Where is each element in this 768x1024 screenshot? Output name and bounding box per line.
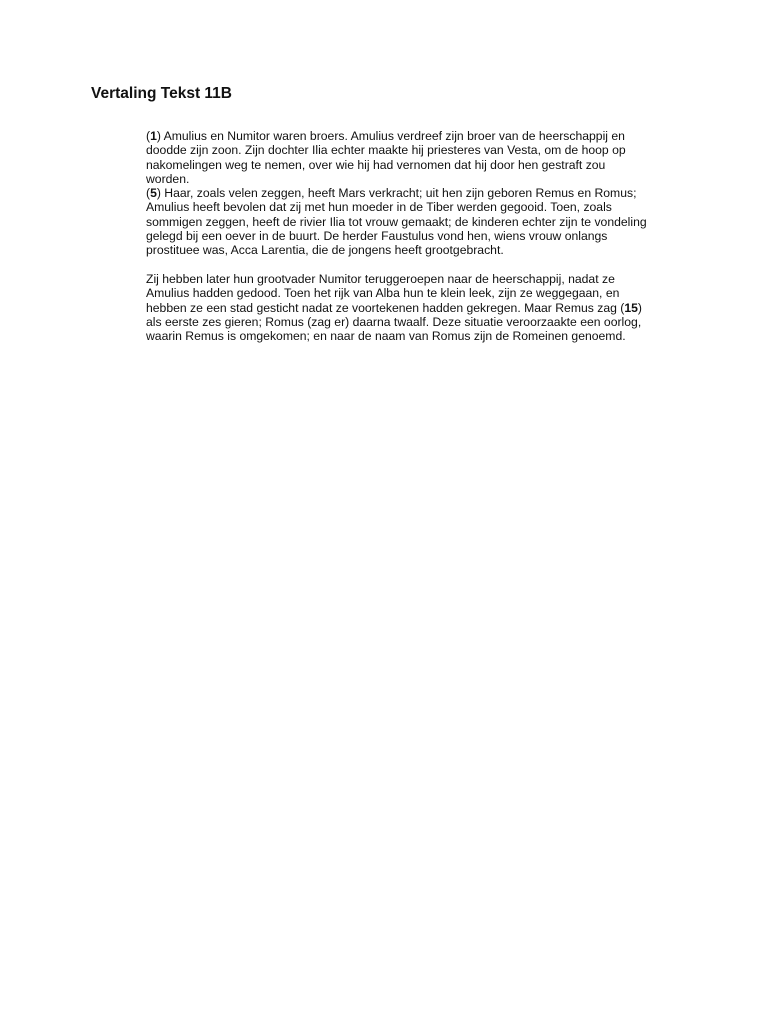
text-line	[146, 301, 686, 315]
line-number-marker: 1	[150, 129, 157, 143]
text-fragment: )	[637, 300, 642, 315]
text-line: Amulius heeft bevolen dat zij met hun moeder in de Tiber werden gegooid. Toen, zoals	[146, 200, 612, 215]
document-title: Vertaling Tekst 11B	[91, 85, 232, 102]
text-line: Amulius hadden gedood. Toen het rijk van Alba hun te klein leek, zijn ze weggegaan, en	[146, 286, 620, 301]
text-line: worden.	[146, 171, 190, 186]
document-body	[146, 129, 686, 343]
text-line: nakomelingen weg te nemen, over wie hij had vernomen dat hij door hen gestraft zou	[146, 157, 606, 172]
text-fragment: Haar, zoals velen zeggen, heeft Mars verkracht; uit hen zijn geboren Remus en Romus;	[164, 186, 637, 201]
text-line: Zij hebben later hun grootvader Numitor teruggeroepen naar de heerschappij, nadat ze	[146, 271, 615, 286]
text-fragment: hebben ze een stad gesticht nadat ze voortekenen hadden gekregen. Maar Remus zag (	[146, 300, 625, 315]
text-fragment: Amulius en Numitor waren broers. Amulius verdreef zijn broer van de heerschappij en	[163, 129, 625, 143]
text-line: waarin Remus is omgekomen; en naar de naam van Romus zijn de Romeinen genoemd.	[146, 329, 626, 344]
line-number-marker: 15	[624, 300, 638, 315]
paragraph-1	[146, 129, 686, 258]
text-line: prostituee was, Acca Larentia, die de jongens heeft grootgebracht.	[146, 243, 504, 258]
text-line: als eerste zes gieren; Romus (zag er) daarna twaalf. Deze situatie veroorzaakte een oorlog,	[146, 314, 642, 329]
paragraph-2	[146, 272, 686, 343]
text-line: sommigen zeggen, heeft de rivier Ilia tot vrouw gemaakt; de kinderen echter zijn te vondeling	[146, 214, 647, 229]
text-line: gelegd bij een oever in de buurt. De herder Faustulus vond hen, wiens vrouw onlangs	[146, 229, 608, 244]
text-line: (5) Haar, zoals velen zeggen, heeft Mars verkracht; uit hen zijn geboren Remus en Romus;	[146, 186, 637, 201]
line-number-marker: 5	[150, 186, 157, 201]
text-line: doodde zijn zoon. Zijn dochter Ilia echter maakte hij priesteres van Vesta, om de hoop op	[146, 143, 626, 158]
text-line: (1) Amulius en Numitor waren broers. Amulius verdreef zijn broer van de heerschappij en	[146, 129, 625, 143]
